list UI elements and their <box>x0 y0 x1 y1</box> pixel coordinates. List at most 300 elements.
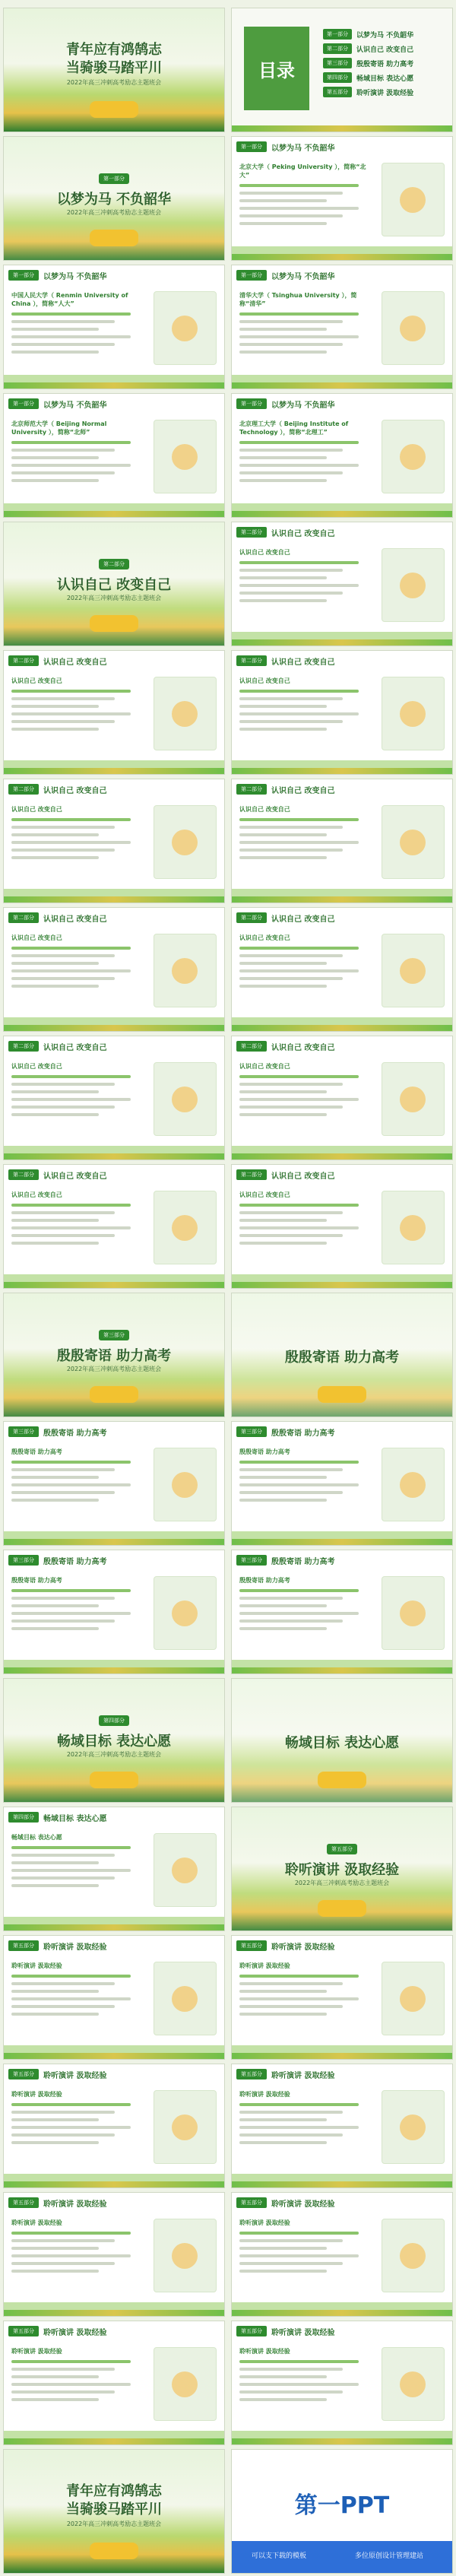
slide-thumbnail[interactable] <box>3 2064 225 2188</box>
text-line <box>11 1483 131 1486</box>
illustration <box>154 291 217 365</box>
slide-thumbnail[interactable] <box>3 2192 225 2317</box>
text-line <box>239 1499 327 1502</box>
slide-row <box>0 1678 456 1803</box>
slide-header-badge: 第一部分 <box>8 270 39 281</box>
content-text-block <box>239 548 372 607</box>
cover-title-line1: 青年应有鸿鹄志 <box>66 2483 162 2499</box>
text-line <box>239 479 327 482</box>
bottom-stripe <box>232 1667 452 1673</box>
text-line <box>239 697 343 700</box>
slide-thumbnail[interactable] <box>231 2449 453 2574</box>
text-line <box>11 1083 115 1086</box>
illustration <box>382 1191 445 1264</box>
text-line <box>11 2005 115 2008</box>
toc-item[interactable] <box>323 29 445 40</box>
text-line <box>11 856 99 859</box>
illustration <box>382 1448 445 1521</box>
slide-header-title: 认识自己 改变自己 <box>43 786 107 795</box>
section-title: 殷殷寄语 助力高考 <box>56 1348 172 1364</box>
illustration <box>154 1062 217 1136</box>
slide-thumbnail[interactable] <box>231 393 453 518</box>
slide-header-title: 以梦为马 不负韶华 <box>271 401 335 410</box>
slide-thumbnail[interactable] <box>231 1164 453 1289</box>
slide-row <box>0 522 456 646</box>
slide-thumbnail[interactable] <box>3 136 225 261</box>
toc-item-text: 殷殷寄语 助力高考 <box>356 60 414 68</box>
text-line <box>239 320 343 323</box>
illustration-figure <box>400 1472 426 1498</box>
text-line <box>239 192 343 195</box>
slide-header <box>4 1550 224 1570</box>
content-text-block <box>11 1962 144 2020</box>
content-text-block <box>11 2347 144 2406</box>
slide-header-badge: 第一部分 <box>236 270 267 281</box>
content-headline: 聆听演讲 汲取经验 <box>11 2091 62 2098</box>
text-line <box>11 2141 99 2144</box>
slide-thumbnail[interactable] <box>3 265 225 389</box>
text-line <box>239 849 343 852</box>
slide-thumbnail[interactable] <box>231 265 453 389</box>
illustration <box>154 1833 217 1907</box>
text-line <box>11 833 99 836</box>
text-line <box>11 2368 115 2371</box>
slide-header <box>232 137 452 157</box>
slide-thumbnail[interactable] <box>231 1935 453 2060</box>
slide-header-badge: 第二部分 <box>8 912 39 923</box>
section-subtitle: 2022年高三冲刺高考励志主题班会 <box>66 1751 162 1758</box>
text-line <box>239 2141 327 2144</box>
content-text-block <box>11 1833 144 1892</box>
text-line <box>11 1468 115 1471</box>
text-line <box>239 576 327 579</box>
section-car-illustration <box>90 615 138 632</box>
illustration-figure <box>172 316 198 341</box>
slide-thumbnail[interactable] <box>231 1807 453 1931</box>
text-line <box>239 1975 359 1978</box>
slide-header-title: 聆听演讲 汲取经验 <box>43 2200 107 2209</box>
illustration-figure <box>400 701 426 727</box>
slide-header <box>232 2193 452 2213</box>
slide-thumbnail[interactable] <box>231 2192 453 2317</box>
toc-item-text: 以梦为马 不负韶华 <box>356 31 414 40</box>
content-text-block <box>11 1576 144 1635</box>
illustration <box>154 2347 217 2421</box>
text-line <box>239 1483 359 1486</box>
grass-band <box>4 1660 224 1667</box>
illustration <box>382 677 445 750</box>
toc-item-number: 第三部分 <box>323 58 352 68</box>
slide-header-badge: 第五部分 <box>8 1940 39 1951</box>
slide-header-badge: 第二部分 <box>236 912 267 923</box>
text-line <box>239 1211 343 1214</box>
slide-header-badge: 第五部分 <box>8 2069 39 2080</box>
toc-item[interactable] <box>323 43 445 54</box>
text-line <box>11 2390 115 2394</box>
text-line <box>11 1098 131 1101</box>
content-headline: 殷殷寄语 助力高考 <box>11 1448 62 1455</box>
text-line <box>11 1204 131 1207</box>
slide-thumbnail[interactable] <box>231 522 453 646</box>
grass-band <box>232 1146 452 1153</box>
slide-thumbnail[interactable] <box>3 1678 225 1803</box>
grass-band <box>232 632 452 639</box>
text-line <box>239 1083 343 1086</box>
slide-header-title: 认识自己 改变自己 <box>43 1043 107 1052</box>
text-line <box>11 2111 115 2114</box>
content-text-block <box>11 420 144 487</box>
text-line <box>239 199 327 202</box>
illustration <box>154 677 217 750</box>
slide-row <box>0 1293 456 1417</box>
text-line <box>11 351 99 354</box>
slide-header-badge: 第二部分 <box>236 527 267 538</box>
text-line <box>11 1242 99 1245</box>
text-line <box>239 720 343 723</box>
bottom-stripe <box>4 1924 224 1930</box>
text-line <box>239 954 343 957</box>
slide-thumbnail[interactable] <box>231 779 453 903</box>
illustration-figure <box>172 1087 198 1112</box>
slide-header-title: 以梦为马 不负韶华 <box>271 144 335 153</box>
slide-thumbnail[interactable] <box>3 1807 225 1931</box>
slide-header-badge: 第一部分 <box>236 398 267 409</box>
grass-band <box>4 375 224 382</box>
bottom-stripe <box>4 1153 224 1160</box>
slide-row <box>0 650 456 775</box>
section-badge: 第五部分 <box>327 1844 357 1854</box>
brand-bar <box>232 2541 452 2573</box>
text-line <box>11 2247 99 2250</box>
section-badge: 第二部分 <box>99 559 129 569</box>
content-text-block <box>11 1062 144 1121</box>
slide-thumbnail[interactable] <box>231 1421 453 1546</box>
illustration-figure <box>400 2371 426 2397</box>
slide-header <box>232 779 452 799</box>
content-text-block <box>239 1448 372 1506</box>
illustration <box>382 1962 445 2035</box>
illustration <box>154 934 217 1007</box>
text-line <box>239 2126 359 2129</box>
illustration-figure <box>172 444 198 470</box>
bottom-stripe <box>232 2310 452 2316</box>
text-line <box>239 335 359 338</box>
content-headline: 聆听演讲 汲取经验 <box>239 1962 290 1969</box>
text-line <box>11 1219 99 1222</box>
big-statement: 殷殷寄语 助力高考 <box>284 1350 400 1366</box>
text-line <box>239 1098 359 1101</box>
slide-header-title: 聆听演讲 汲取经验 <box>271 2328 335 2337</box>
text-line <box>11 1854 115 1857</box>
text-line <box>239 2118 327 2121</box>
grass-band <box>4 503 224 511</box>
slide-thumbnail[interactable] <box>3 2321 225 2445</box>
illustration-figure <box>400 1215 426 1241</box>
car-illustration <box>318 1386 366 1403</box>
slide-header <box>4 1165 224 1185</box>
text-line <box>11 2239 115 2242</box>
text-line <box>11 2254 131 2257</box>
slide-thumbnail[interactable] <box>3 650 225 775</box>
illustration-figure <box>400 2114 426 2140</box>
slide-header <box>232 265 452 285</box>
content-text-block <box>239 805 372 864</box>
slide-header-title: 认识自己 改变自己 <box>271 786 335 795</box>
content-text-block <box>11 2219 144 2277</box>
content-headline: 聆听演讲 汲取经验 <box>11 1962 62 1969</box>
content-text-block <box>239 677 372 735</box>
illustration-figure <box>172 1472 198 1498</box>
content-text-block <box>239 1062 372 1121</box>
slide-thumbnail[interactable] <box>3 779 225 903</box>
slide-thumbnail[interactable] <box>3 1293 225 1417</box>
slide-row <box>0 1550 456 1674</box>
illustration-figure <box>172 701 198 727</box>
text-line <box>11 464 131 467</box>
slide-header <box>4 2321 224 2341</box>
text-line <box>239 441 359 444</box>
slide-thumbnail[interactable] <box>3 393 225 518</box>
slide-thumbnail[interactable] <box>3 1036 225 1160</box>
bottom-stripe <box>232 2053 452 2059</box>
bottom-stripe <box>4 2310 224 2316</box>
text-line <box>239 818 359 821</box>
text-line <box>11 2103 131 2106</box>
slide-thumbnail[interactable] <box>231 136 453 261</box>
slide-thumbnail[interactable] <box>3 1550 225 1674</box>
text-line <box>11 1113 99 1116</box>
text-line <box>239 449 343 452</box>
text-line <box>11 1106 115 1109</box>
grass-band <box>4 1531 224 1539</box>
slide-header <box>232 2321 452 2341</box>
bottom-stripe <box>4 896 224 903</box>
slide-thumbnail[interactable] <box>3 1164 225 1289</box>
slide-row <box>0 265 456 389</box>
text-line <box>11 1604 99 1607</box>
slide-thumbnail[interactable] <box>3 907 225 1032</box>
illustration-figure <box>172 2371 198 2397</box>
text-line <box>11 479 99 482</box>
slide-row <box>0 1807 456 1931</box>
slide-thumbnail[interactable] <box>231 2321 453 2445</box>
slide-header-badge: 第二部分 <box>8 1169 39 1180</box>
slide-row <box>0 2449 456 2574</box>
illustration <box>382 2347 445 2421</box>
slide-header <box>4 2193 224 2213</box>
text-line <box>239 826 343 829</box>
slide-thumbnail[interactable] <box>3 2449 225 2574</box>
section-car-illustration <box>318 1900 366 1917</box>
slide-row <box>0 1421 456 1546</box>
slide-header <box>232 908 452 928</box>
illustration <box>382 548 445 622</box>
cover-title-line2: 当骑骏马踏平川 <box>66 60 162 76</box>
slide-thumbnail[interactable] <box>3 1935 225 2060</box>
slide-header-title: 认识自己 改变自己 <box>271 529 335 538</box>
slide-header-badge: 第二部分 <box>236 655 267 666</box>
slide-thumbnail[interactable] <box>231 1293 453 1417</box>
cover-title-line2: 当骑骏马踏平川 <box>66 2501 162 2517</box>
text-line <box>239 207 359 210</box>
illustration-figure <box>400 958 426 984</box>
text-line <box>239 561 359 564</box>
content-text-block <box>239 1576 372 1635</box>
text-line <box>239 599 327 602</box>
text-line <box>11 1884 99 1887</box>
slide-thumbnail[interactable] <box>3 8 225 132</box>
grass-band <box>4 2302 224 2310</box>
text-line <box>11 2270 99 2273</box>
text-line <box>239 1620 343 1623</box>
slide-thumbnail[interactable] <box>231 907 453 1032</box>
text-line <box>11 471 115 474</box>
illustration <box>382 1576 445 1650</box>
text-line <box>239 2111 343 2114</box>
slide-header <box>232 1422 452 1442</box>
text-line <box>239 2375 327 2378</box>
content-headline: 北京大学（ Peking University ），简称“北大” <box>239 163 366 179</box>
slide-thumbnail[interactable] <box>231 8 453 132</box>
grass-band <box>4 760 224 768</box>
text-line <box>239 2005 343 2008</box>
content-text-block <box>239 420 372 487</box>
text-line <box>11 826 115 829</box>
section-badge: 第一部分 <box>99 173 129 184</box>
slide-thumbnail[interactable] <box>231 650 453 775</box>
text-line <box>11 1589 131 1592</box>
text-line <box>239 1090 327 1093</box>
section-car-illustration <box>90 1386 138 1403</box>
grass-band <box>232 2045 452 2053</box>
slide-header-title: 以梦为马 不负韶华 <box>43 401 107 410</box>
slide-thumbnail[interactable] <box>231 1550 453 1674</box>
section-car-illustration <box>90 1772 138 1788</box>
text-line <box>11 2360 131 2363</box>
text-line <box>11 947 131 950</box>
slide-header <box>232 651 452 671</box>
bottom-stripe <box>232 896 452 903</box>
toc-item-number: 第四部分 <box>323 72 352 83</box>
text-line <box>239 1242 327 1245</box>
slide-thumbnail[interactable] <box>3 1421 225 1546</box>
text-line <box>239 2013 327 2016</box>
slide-header-badge: 第三部分 <box>8 1555 39 1566</box>
content-text-block <box>11 1191 144 1249</box>
text-line <box>11 962 99 965</box>
grass-band <box>4 2431 224 2438</box>
bottom-stripe <box>4 1667 224 1673</box>
slide-header <box>4 779 224 799</box>
illustration-figure <box>172 1600 198 1626</box>
text-line <box>239 1468 343 1471</box>
text-line <box>239 705 327 708</box>
text-line <box>239 592 343 595</box>
content-text-block <box>239 291 372 358</box>
slide-header-badge: 第三部分 <box>236 1555 267 1566</box>
slide-thumbnail[interactable] <box>3 522 225 646</box>
content-text-block <box>11 291 144 358</box>
slide-header <box>232 1165 452 1185</box>
bottom-stripe <box>232 1282 452 1288</box>
text-line <box>239 584 359 587</box>
content-headline: 聆听演讲 汲取经验 <box>239 2348 290 2355</box>
illustration-figure <box>400 2243 426 2269</box>
bottom-stripe <box>232 1153 452 1160</box>
text-line <box>11 1982 115 1985</box>
text-line <box>239 184 359 187</box>
text-line <box>239 1597 343 1600</box>
text-line <box>239 841 359 844</box>
text-line <box>11 2232 131 2235</box>
text-line <box>11 2126 131 2129</box>
content-headline: 聆听演讲 汲取经验 <box>239 2091 290 2098</box>
content-headline: 殷殷寄语 助力高考 <box>239 1577 290 1584</box>
bottom-stripe <box>4 768 224 774</box>
text-line <box>239 690 359 693</box>
content-headline: 认识自己 改变自己 <box>239 1063 290 1070</box>
text-line <box>11 335 131 338</box>
content-text-block <box>239 934 372 992</box>
slide-thumbnail[interactable] <box>231 2064 453 2188</box>
section-title: 以梦为马 不负韶华 <box>56 192 172 208</box>
slide-header-title: 殷殷寄语 助力高考 <box>271 1557 335 1566</box>
text-line <box>11 2262 115 2265</box>
slide-header <box>4 1422 224 1442</box>
illustration-figure <box>400 1600 426 1626</box>
text-line <box>11 1620 115 1623</box>
text-line <box>11 1861 99 1864</box>
slide-header-badge: 第五部分 <box>8 2197 39 2208</box>
text-line <box>11 720 115 723</box>
text-line <box>239 985 327 988</box>
content-text-block <box>239 2219 372 2277</box>
grass-band <box>4 1274 224 1282</box>
toc-item-text: 聆听演讲 汲取经验 <box>356 89 414 97</box>
slide-row <box>0 2192 456 2317</box>
content-text-block <box>11 805 144 864</box>
text-line <box>239 969 359 972</box>
grass-band <box>232 503 452 511</box>
illustration <box>382 163 445 236</box>
text-line <box>11 1211 115 1214</box>
slide-row <box>0 1164 456 1289</box>
toc-item[interactable] <box>323 87 445 97</box>
slide-header <box>4 265 224 285</box>
bottom-stripe <box>232 254 452 260</box>
slide-thumbnail[interactable] <box>231 1678 453 1803</box>
section-subtitle: 2022年高三冲刺高考励志主题班会 <box>66 209 162 216</box>
slide-thumbnail[interactable] <box>231 1036 453 1160</box>
text-line <box>11 1075 131 1078</box>
slide-row <box>0 8 456 132</box>
illustration-figure <box>400 187 426 213</box>
content-headline: 殷殷寄语 助力高考 <box>11 1577 62 1584</box>
content-headline: 畅域目标 表达心愿 <box>11 1834 62 1841</box>
grass-band <box>232 2431 452 2438</box>
toc-item[interactable] <box>323 72 445 83</box>
slide-header <box>232 1036 452 1056</box>
slide-header-badge: 第五部分 <box>8 2326 39 2336</box>
text-line <box>239 351 327 354</box>
slide-row <box>0 779 456 903</box>
content-headline: 聆听演讲 汲取经验 <box>239 2219 290 2226</box>
big-statement: 畅域目标 表达心愿 <box>284 1735 400 1751</box>
text-line <box>11 1876 115 1880</box>
content-text-block <box>239 163 372 230</box>
slide-header-badge: 第二部分 <box>8 1041 39 1052</box>
toc-item[interactable] <box>323 58 445 68</box>
